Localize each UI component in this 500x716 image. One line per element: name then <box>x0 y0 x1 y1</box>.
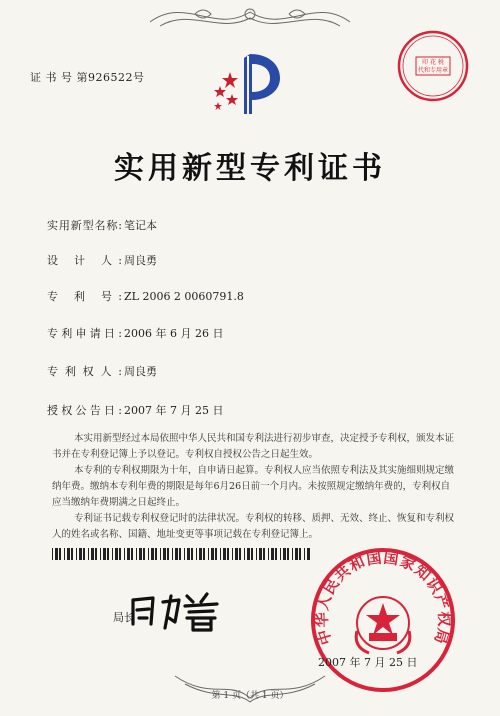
page-title: 实用新型专利证书 <box>114 151 386 186</box>
field-value: ZL 2006 2 0060791.8 <box>124 290 244 303</box>
field-patent-number <box>47 288 244 304</box>
field-patentee <box>47 363 157 379</box>
field-label: 实用新型名称: <box>47 219 122 232</box>
field-label: 专利申请日: <box>47 327 122 340</box>
field-application-date <box>47 325 223 341</box>
field-designer <box>47 252 157 268</box>
field-label: 专利权人: <box>47 365 122 378</box>
field-grant-date <box>47 402 223 418</box>
state-ip-office-seal-icon <box>308 545 458 695</box>
field-value: 周良勇 <box>124 254 157 267</box>
field-label: 专 利 号: <box>47 290 122 303</box>
svg-text:印 花 税: 印 花 税 <box>422 59 444 66</box>
page-number: 第 1 页（共 1 页） <box>211 691 289 701</box>
certificate-body <box>52 431 457 543</box>
body-paragraph: 本实用新型经过本局依照中华人民共和国专利法进行初步审查，决定授予专利权，颁发本证书并在专利登记簿上予以登记。专利权自授权公告之日起生效。 <box>52 433 455 460</box>
patent-office-logo-icon <box>208 52 292 116</box>
seal-date: 2007 年 7 月 25 日 <box>318 656 418 669</box>
field-value: 2007 年 7 月 25 日 <box>124 404 224 417</box>
field-value: 笔记本 <box>124 219 157 232</box>
body-paragraph: 专利证书记载专利权登记时的法律状况。专利权的转移、质押、无效、终止、恢复和专利权人的姓名或名称、国籍、地址变更等事项记载在专利登记簿上。 <box>52 513 455 540</box>
director-label: 局长 <box>113 611 135 624</box>
seal-text: 中华人民共和国国家知识产权局 <box>312 548 454 647</box>
field-label: 设 计 人: <box>47 254 122 267</box>
field-label: 授权公告日: <box>47 404 122 417</box>
field-value: 2006 年 6 月 26 日 <box>124 327 224 340</box>
svg-text:代和专用章: 代和专用章 <box>417 67 449 74</box>
stamp-duty-seal-icon <box>396 29 470 103</box>
body-paragraph: 本专利的专利权期限为十年，自申请日起算。专利权人应当依照专利法及其实施细则规定缴纳年费。缴纳本专利年费的期限是每年6月26日前一个月内。未按照规定缴纳年费的，专利权自应当缴纳年费期满之日起终止。 <box>52 465 455 508</box>
field-utility-model-name <box>47 217 157 233</box>
field-value: 周良勇 <box>124 365 157 378</box>
director-signature <box>127 588 222 633</box>
certificate-number: 证 书 号 第926522号 <box>30 71 145 84</box>
barcode <box>52 548 310 560</box>
